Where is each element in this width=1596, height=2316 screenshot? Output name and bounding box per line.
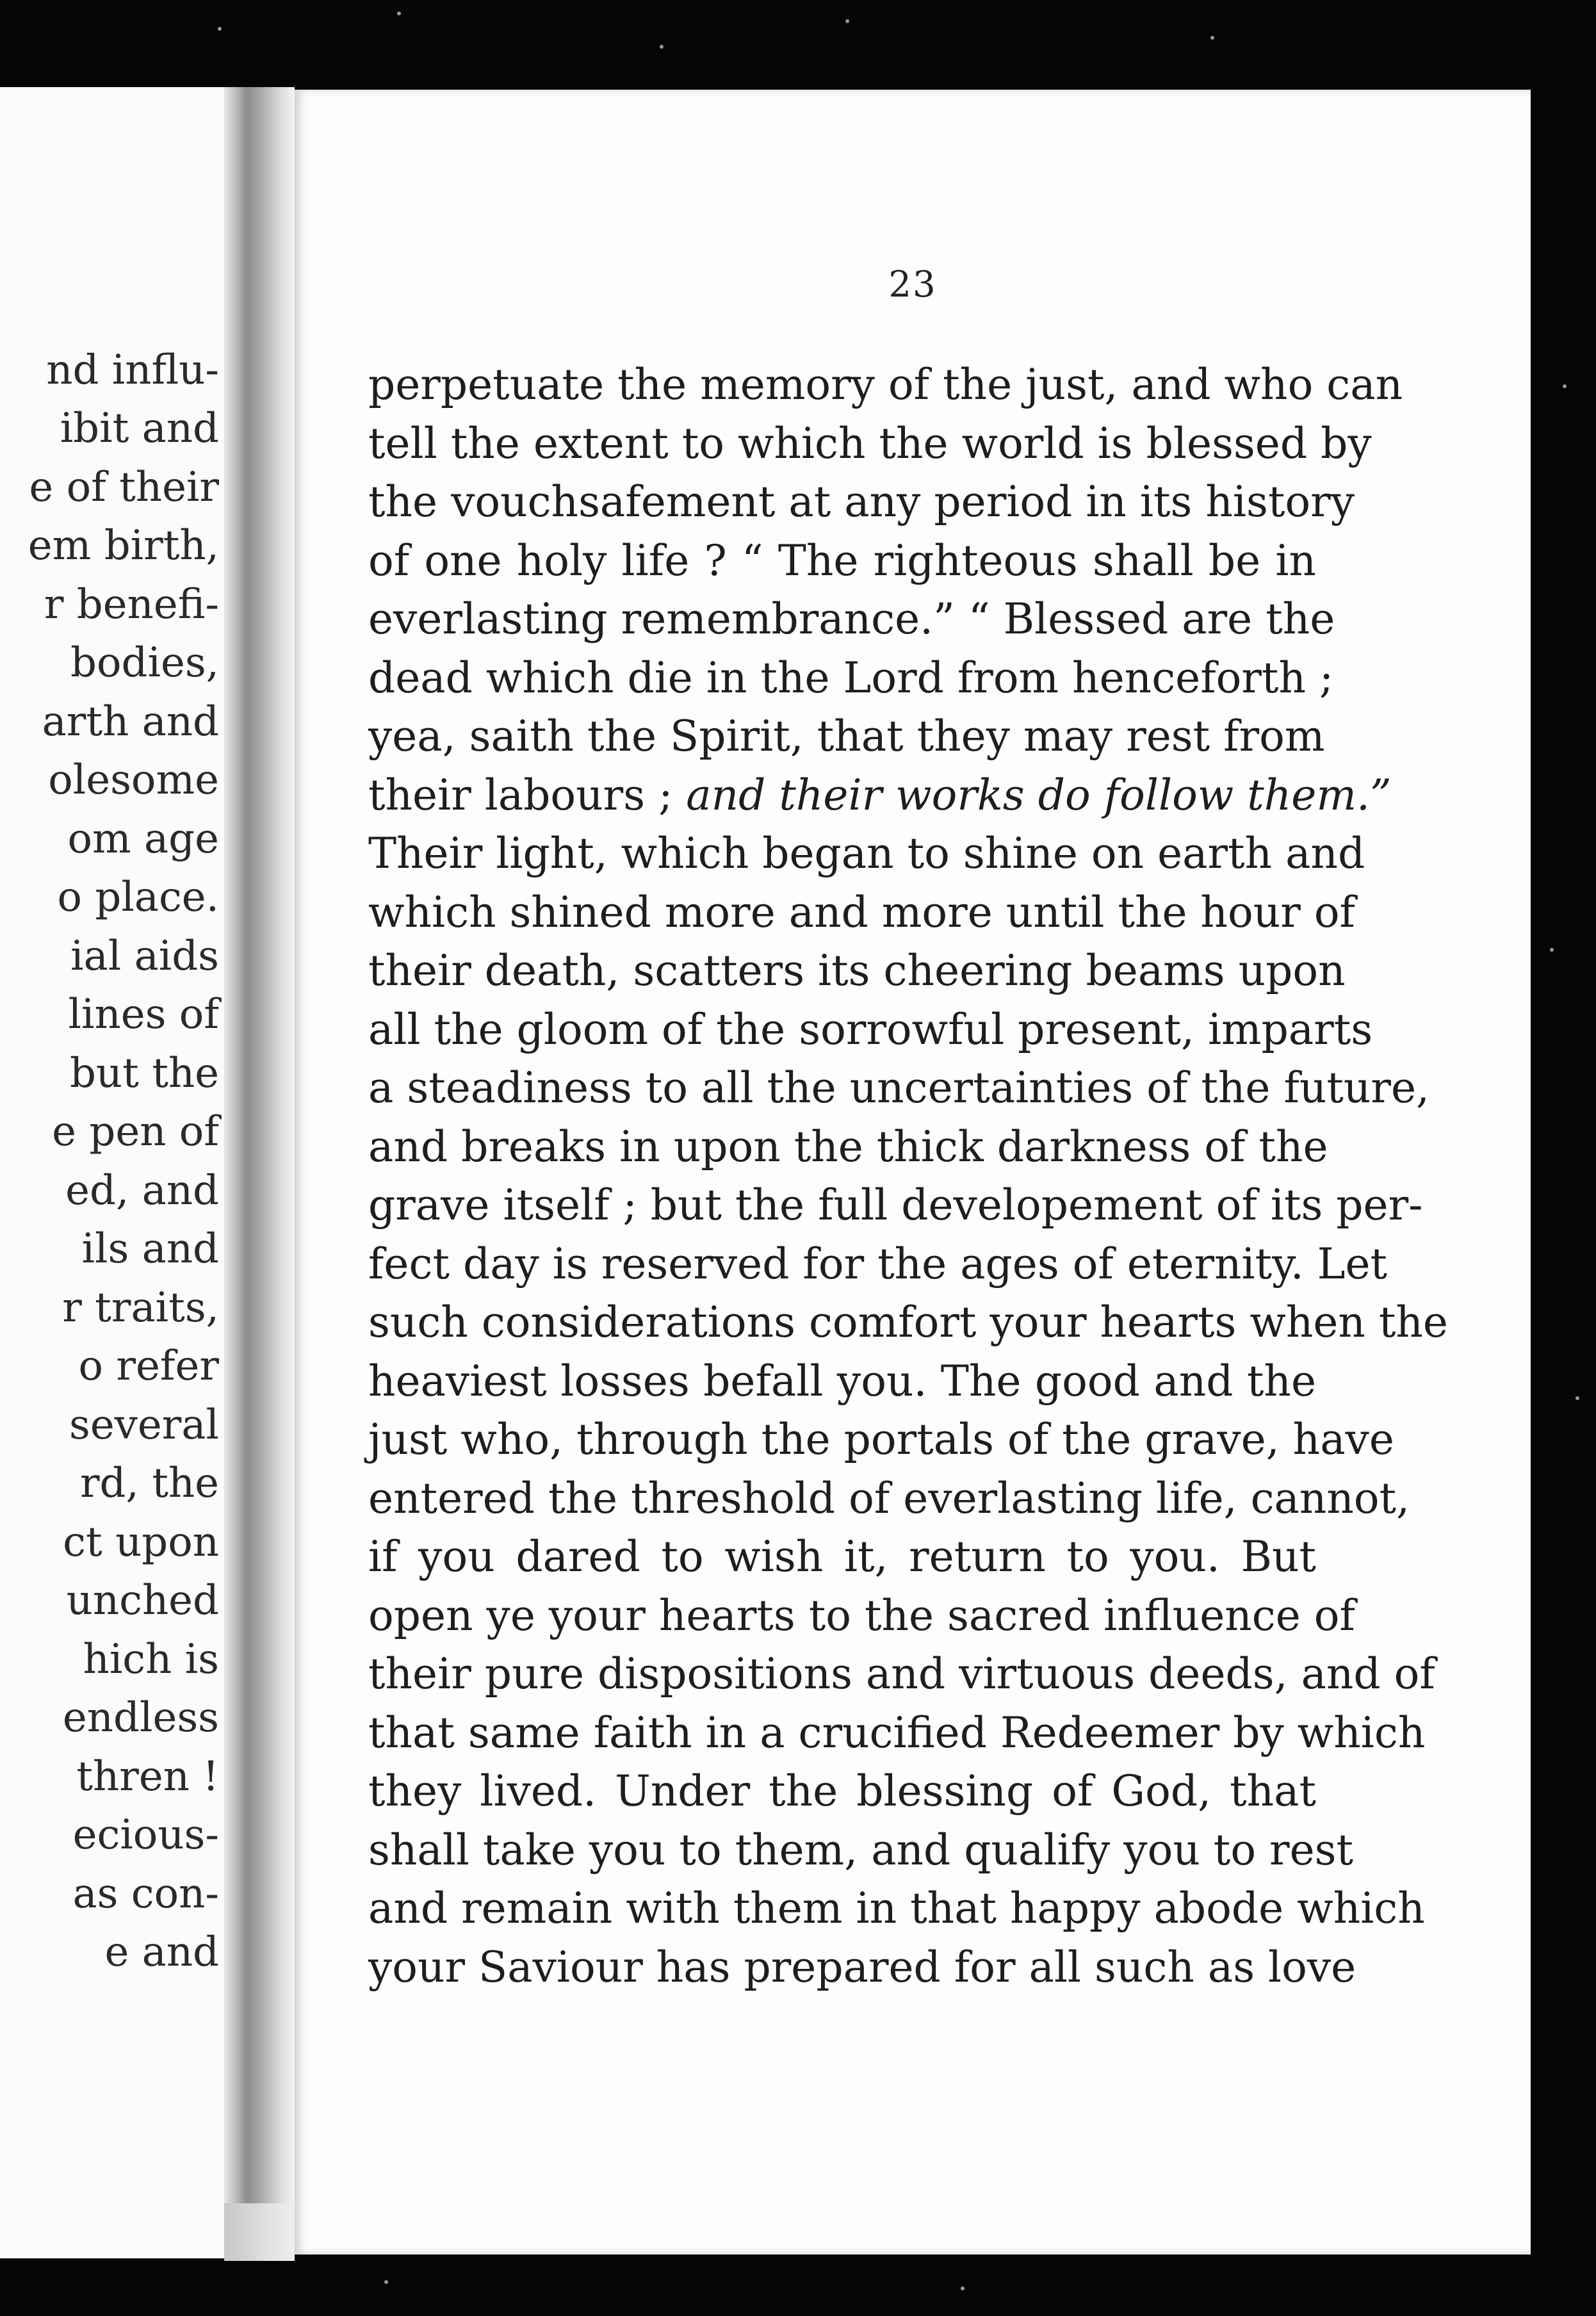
film-speck <box>384 2280 388 2284</box>
left-page-line: unched <box>66 1577 219 1624</box>
left-page-line: r traits, <box>62 1284 219 1332</box>
left-page-line: nd influ- <box>46 347 219 394</box>
left-page-line: bodies, <box>70 639 219 687</box>
left-page-line: o refer <box>78 1342 219 1390</box>
left-page-line: o place. <box>57 874 219 921</box>
gutter-edge <box>224 2203 295 2261</box>
left-page-line: e and <box>104 1929 219 1976</box>
left-facing-page <box>0 87 224 2258</box>
left-page-line: ibit and <box>60 405 219 452</box>
left-page-line: hich is <box>83 1636 219 1683</box>
left-page-line: e pen of <box>52 1108 219 1155</box>
film-speck <box>660 45 664 49</box>
text-line: Their light, which began to shine on earth and <box>368 829 1365 878</box>
text-line: if you dared to wish it, return to you. But <box>368 1532 1316 1581</box>
left-page-line: ils and <box>81 1225 219 1273</box>
text-line: that same faith in a crucified Redeemer by which <box>368 1708 1426 1757</box>
right-page <box>295 90 1531 2255</box>
left-page-line: endless <box>62 1694 219 1741</box>
italic-quotation: and their works do follow them.” <box>686 770 1392 820</box>
text-line: of one holy life ? “ The righteous shall be in <box>368 535 1316 585</box>
book-gutter <box>224 87 295 2258</box>
film-speck <box>218 27 222 31</box>
text-fragment: their labours ; <box>368 770 673 820</box>
left-page-line: thren ! <box>76 1753 219 1800</box>
text-line: everlasting remembrance.” “ Blessed are the <box>368 594 1335 644</box>
text-line: grave itself ; but the full developement of its per- <box>368 1180 1423 1230</box>
left-page-line: lines of <box>68 991 219 1038</box>
text-line: all the gloom of the sorrowful present, imparts <box>368 1004 1373 1054</box>
film-speck <box>1576 1396 1579 1400</box>
text-line: yea, saith the Spirit, that they may rest from <box>368 712 1325 761</box>
text-line: entered the threshold of everlasting life, cannot, <box>368 1473 1410 1523</box>
text-line: the vouchsafement at any period in its history <box>368 477 1355 526</box>
text-line: shall take you to them, and qualify you to rest <box>368 1825 1354 1875</box>
text-line: they lived. Under the blessing of God, that <box>368 1766 1316 1816</box>
left-page-line: ial aids <box>70 933 219 980</box>
left-page-line: as con- <box>72 1870 219 1918</box>
text-line: such considerations comfort your hearts when the <box>368 1298 1448 1347</box>
left-page-line: but the <box>69 1050 219 1097</box>
body-text <box>368 355 1448 1996</box>
left-page-line: ed, and <box>65 1167 219 1214</box>
left-page-line: om age <box>67 815 219 863</box>
text-line: open ye your hearts to the sacred influence of <box>368 1590 1355 1640</box>
text-line: heaviest losses befall you. The good and the <box>368 1356 1316 1406</box>
text-line: a steadiness to all the uncertainties of the future, <box>368 1063 1429 1113</box>
left-page-line: ecious- <box>72 1811 219 1859</box>
text-line: just who, through the portals of the grave, have <box>368 1415 1394 1464</box>
left-page-line: r benefi- <box>44 581 219 628</box>
text-line-with-italic <box>368 766 1392 825</box>
film-speck <box>397 12 401 15</box>
text-line: their pure dispositions and virtuous deeds, and of <box>368 1649 1435 1699</box>
text-line: dead which die in the Lord from henceforth ; <box>368 653 1334 703</box>
left-page-line: several <box>69 1401 219 1449</box>
text-line: perpetuate the memory of the just, and who can <box>368 360 1403 409</box>
left-page-line: e of their <box>29 464 219 511</box>
page-number: 23 <box>888 264 937 306</box>
text-line: their death, scatters its cheering beams upon <box>368 946 1346 995</box>
left-page-line: em birth, <box>28 522 219 569</box>
film-speck <box>845 19 849 23</box>
text-line: which shined more and more until the hour of <box>368 887 1355 937</box>
text-line: and breaks in upon the thick darkness of the <box>368 1121 1328 1171</box>
film-speck <box>1550 948 1554 952</box>
left-page-line: ct upon <box>63 1519 219 1566</box>
left-page-line: olesome <box>48 756 219 804</box>
text-line: fect day is reserved for the ages of eternity. Let <box>368 1239 1388 1289</box>
film-speck <box>961 2287 965 2290</box>
film-speck <box>1210 36 1214 40</box>
left-page-line: arth and <box>42 698 219 746</box>
text-line: your Saviour has prepared for all such as love <box>368 1942 1356 1992</box>
left-page-line: rd, the <box>79 1460 219 1507</box>
film-speck <box>1563 384 1567 388</box>
text-line: and remain with them in that happy abode which <box>368 1884 1425 1933</box>
text-line: tell the extent to which the world is blessed by <box>368 418 1372 468</box>
